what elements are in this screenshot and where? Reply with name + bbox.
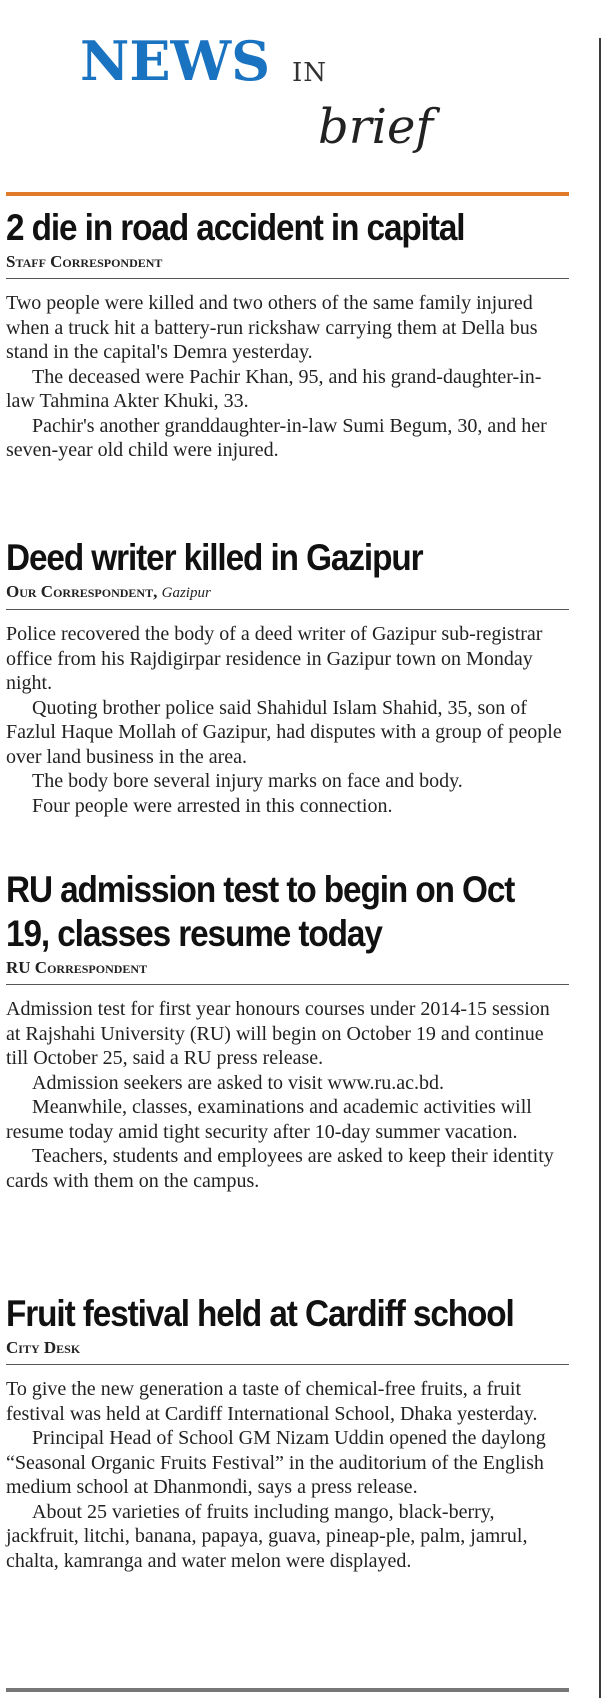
story-paragraph: Pachir's another granddaughter-in-law Sumi Begum, 30, and her seven-year old child were injured. [6,414,547,461]
story-paragraph: Two people were killed and two others of the same family injured when a truck hit a battery-run rickshaw carrying them at Della bus stand in the capital's Demra yesterday. [6,292,538,363]
story-deed-writer [6,536,569,818]
story-paragraph: The deceased were Pachir Khan, 95, and his grand-daughter-in-law Tahmina Akter Khuki, 33. [6,365,542,412]
story-ru-admission [6,868,569,1193]
byline-author: City Desk [6,1338,81,1357]
story-fruit-festival [6,1292,569,1573]
story-byline [6,252,569,272]
byline-rule [6,984,569,985]
story-paragraph: Police recovered the body of a deed writer of Gazipur sub-registrar office from his Rajdigirpar residence in Gazipur town on Monday night. [6,623,543,694]
byline-place: Gazipur [161,585,211,601]
story-body [6,1377,569,1573]
story-road-accident [6,206,569,463]
story-byline [6,582,569,603]
story-paragraph: Quoting brother police said Shahidul Islam Shahid, 35, son of Fazlul Haque Mollah of Gazipur, had disputes with a group of people over land business in the area. [6,696,562,768]
story-byline [6,1338,569,1358]
story-body [6,997,569,1193]
bottom-rule [6,1688,569,1692]
byline-rule [6,609,569,610]
story-body [6,291,569,463]
byline-author: Staff Correspondent [6,252,163,271]
byline-rule [6,1364,569,1365]
story-headline: 2 die in road accident in capital [6,207,465,248]
story-body [6,622,569,818]
column-divider [599,38,601,1698]
story-paragraph: About 25 varieties of fruits including mango, black-berry, jackfruit, litchi, banana, papaya, guava, pineap-ple, palm, jamrul, chalta, kamranga and water melon were displayed. [6,1500,528,1572]
story-paragraph: Admission seekers are asked to visit www.ru.ac.bd. [32,1071,444,1094]
story-byline [6,958,569,978]
story-headline: Deed writer killed in Gazipur [6,537,423,578]
story-paragraph: Teachers, students and employees are asked to keep their identity cards with them on the campus. [6,1145,554,1192]
story-paragraph: Meanwhile, classes, examinations and academic activities will resume today amid tight security after 10-day summer vacation. [6,1096,532,1143]
story-paragraph: Four people were arrested in this connection. [32,794,393,817]
masthead-rule [6,192,569,196]
story-paragraph: The body bore several injury marks on face and body. [32,770,463,792]
byline-author: Our Correspondent, [6,582,158,601]
masthead-in: IN [292,58,328,88]
story-headline: Fruit festival held at Cardiff school [6,1293,514,1334]
byline-rule [6,278,569,279]
story-paragraph: Principal Head of School GM Nizam Uddin opened the daylong “Seasonal Organic Fruits Festival” in the auditorium of the English medium school at Dhanmondi, says a press release. [6,1427,546,1498]
masthead-news: NEWS [80,29,271,93]
story-paragraph: To give the new generation a taste of chemical-free fruits, a fruit festival was held at Cardiff International School, Dhaka yesterday. [6,1378,538,1425]
story-headline: RU admission test to begin on Oct 19, classes resume today [6,869,515,954]
masthead [0,0,570,195]
masthead-brief: brief [318,99,434,155]
byline-author: RU Correspondent [6,958,148,977]
story-paragraph: Admission test for first year honours courses under 2014-15 session at Rajshahi University (RU) will begin on October 19 and continue till October 25, said a RU press release. [6,998,550,1069]
